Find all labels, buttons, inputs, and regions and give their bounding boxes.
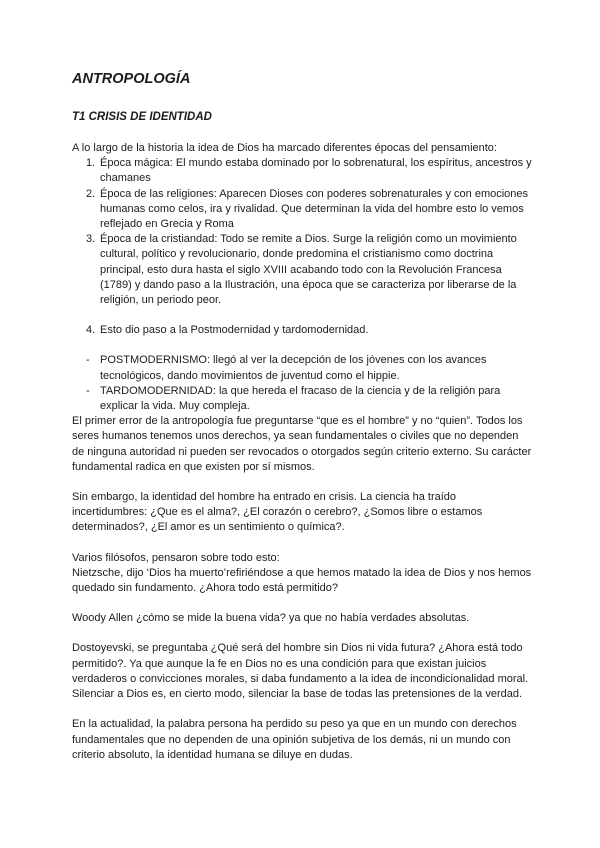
- list-item-text: Época mágica: El mundo estaba dominado por lo sobrenatural, los espíritus, ancestros y chamanes: [100, 157, 532, 185]
- first-error-paragraph: El primer error de la antropología fue preguntarse “que es el hombre” y no “quien”. Todos los seres humanos tenemos unos derechos, ya sean fundamentales o civiles que no dependen de ninguna autoridad ni pueden ser revocados o otorgados según criterio externo. Su carácter fundamental radica en que existen por sí mismos.: [72, 415, 532, 473]
- list-item: [72, 323, 532, 338]
- crisis-paragraph: Sin embargo, la identidad del hombre ha entrado en crisis. La ciencia ha traído incertidumbres: ¿Que es el alma?, ¿El corazón o cerebro?, ¿Somos libre o estamos determinados?, ¿El amor es un sentimiento o química?.: [72, 491, 483, 534]
- list-number: 1.: [86, 157, 96, 170]
- list-item-text: POSTMODERNISMO: llegó al ver la decepción de los jóvenes con los avances tecnológicos, dando movimientos de juventud como el hippie.: [100, 354, 487, 382]
- list-item: [72, 384, 532, 414]
- intro-paragraph: A lo largo de la historia la idea de Dios ha marcado diferentes épocas del pensamiento:: [72, 142, 497, 154]
- list-item: [72, 156, 532, 186]
- woody-allen-paragraph: Woody Allen ¿cómo se mide la buena vida? ya que no había verdades absolutas.: [72, 612, 470, 625]
- list-number: 2.: [86, 187, 96, 200]
- actualidad-paragraph: En la actualidad, la palabra persona ha perdido su peso ya que en un mundo con derechos fundamentales que no dependen de una opinión subjetiva de los demás, ni un mundo con criterio absoluto, la identidad humana se diluye en dudas.: [72, 718, 517, 761]
- list-item-text: TARDOMODERNIDAD: la que hereda el fracaso de la ciencia y de la religión para explicar la vida. Muy compleja.: [100, 384, 501, 413]
- dash-bullet: -: [86, 354, 90, 367]
- movements-list: [72, 353, 532, 414]
- list-item-text: Época de las religiones: Aparecen Dioses con poderes sobrenaturales y con emociones humanas como celos, ira y rivalidad. Que determinan la vida del hombre esto lo vemos reflejado en Grecia y Roma: [100, 187, 529, 231]
- section-title: T1 CRISIS DE IDENTIDAD: [72, 111, 212, 123]
- list-item: [72, 187, 532, 233]
- document-title: ANTROPOLOGÍA: [72, 71, 191, 87]
- list-item: [72, 232, 532, 308]
- list-item: [72, 353, 532, 383]
- list-number: 4.: [86, 324, 96, 337]
- nietzsche-paragraph: Nietzsche, dijo ‘Dios ha muerto’refiriéndose a que hemos matado la idea de Dios y nos hemos quedado sin fundamento. ¿Ahora todo está permitido?: [72, 566, 532, 595]
- document-page: [72, 70, 532, 763]
- dash-bullet: -: [86, 384, 90, 397]
- list-item-text: Época de la cristiandad: Todo se remite a Dios. Surge la religión como un movimiento cultural, político y revolucionario, donde predomina el cristianismo como doctrina principal, esto dura hasta el siglo XVIII acabando todo con la Revolución Francesa (1789) y dando paso a la Ilustración, una época que se caracteriza por liberarse de la religión, un periodo peor.: [100, 233, 517, 307]
- list-number: 3.: [86, 233, 96, 246]
- dostoyevski-paragraph: Dostoyevski, se preguntaba ¿Qué será del hombre sin Dios ni vida futura? ¿Ahora está todo permitido?. Ya que aunque la fe en Dios no es una condición para que existan juicios verdaderos o convicciones morales, si daba fundamento a la idea de incondicionalidad moral. Silenciar a Dios es, en cierto modo, silenciar la base de todas las pretensiones de la verdad.: [72, 642, 529, 701]
- list-item-text: Esto dio paso a la Postmodernidad y tardomodernidad.: [100, 324, 369, 337]
- epochs-list: [72, 156, 532, 338]
- philosophers-intro: Varios filósofos, pensaron sobre todo esto:: [72, 551, 280, 564]
